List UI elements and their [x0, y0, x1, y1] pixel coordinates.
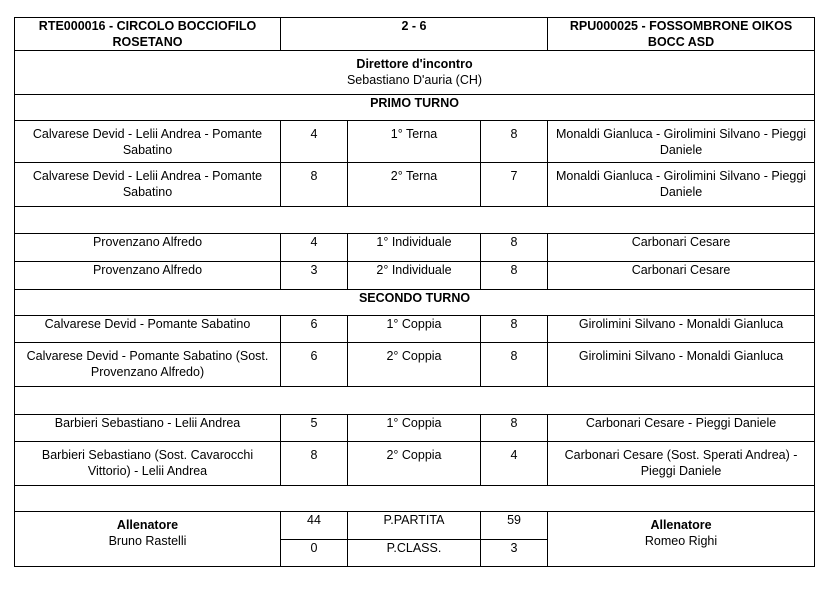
match-row [15, 316, 815, 343]
away-score: 7 [481, 163, 548, 207]
home-players: Provenzano Alfredo [15, 234, 281, 262]
spacer-row [15, 207, 815, 234]
home-score: 4 [281, 234, 348, 262]
spacer-row [15, 486, 815, 512]
game-type: 2° Terna [348, 163, 481, 207]
match-row [15, 343, 815, 387]
game-type: 2° Coppia [348, 442, 481, 486]
away-coach-cell [548, 512, 815, 567]
empty-cell [15, 486, 815, 512]
away-players: Monaldi Gianluca - Girolimini Silvano - Pieggi Daniele [548, 163, 815, 207]
match-row [15, 415, 815, 442]
match-row [15, 234, 815, 262]
game-type: 2° Individuale [348, 262, 481, 290]
home-coach-label: Allenatore [116, 518, 179, 532]
director-label: Direttore d'incontro [356, 57, 473, 71]
classifica-label: P.CLASS. [348, 540, 481, 567]
partita-label: P.PARTITA [348, 512, 481, 540]
game-type: 1° Coppia [348, 316, 481, 343]
away-players: Carbonari Cesare (Sost. Sperati Andrea) - Pieggi Daniele [548, 442, 815, 486]
away-score: 8 [481, 121, 548, 163]
away-players: Monaldi Gianluca - Girolimini Silvano - Pieggi Daniele [548, 121, 815, 163]
away-players: Girolimini Silvano - Monaldi Gianluca [548, 316, 815, 343]
home-score: 6 [281, 316, 348, 343]
home-coach-cell [15, 512, 281, 567]
game-type: 1° Individuale [348, 234, 481, 262]
home-coach-name: Bruno Rastelli [108, 534, 187, 548]
away-players: Carbonari Cesare - Pieggi Daniele [548, 415, 815, 442]
away-score: 4 [481, 442, 548, 486]
game-type: 1° Terna [348, 121, 481, 163]
match-report-table [14, 17, 815, 567]
home-score: 5 [281, 415, 348, 442]
away-score: 8 [481, 262, 548, 290]
away-score: 8 [481, 343, 548, 387]
spacer-row [15, 387, 815, 415]
empty-cell [15, 207, 815, 234]
away-players: Girolimini Silvano - Monaldi Gianluca [548, 343, 815, 387]
director-name: Sebastiano D'auria (CH) [346, 73, 483, 87]
away-players: Carbonari Cesare [548, 234, 815, 262]
home-players: Barbieri Sebastiano - Lelii Andrea [15, 415, 281, 442]
match-row [15, 442, 815, 486]
away-score: 8 [481, 234, 548, 262]
away-points-partita: 59 [481, 512, 548, 540]
summary-row-partita [15, 512, 815, 540]
home-players: Calvarese Devid - Lelii Andrea - Pomante Sabatino [15, 121, 281, 163]
away-score: 8 [481, 415, 548, 442]
home-points-partita: 44 [281, 512, 348, 540]
home-score: 4 [281, 121, 348, 163]
home-players: Calvarese Devid - Pomante Sabatino [15, 316, 281, 343]
home-score: 3 [281, 262, 348, 290]
away-score: 8 [481, 316, 548, 343]
home-score: 8 [281, 442, 348, 486]
home-points-classifica: 0 [281, 540, 348, 567]
home-team-name: RTE000016 - CIRCOLO BOCCIOFILO ROSETANO [15, 18, 281, 51]
game-type: 2° Coppia [348, 343, 481, 387]
director-cell [15, 51, 815, 95]
director-row [15, 51, 815, 95]
match-row [15, 262, 815, 290]
empty-cell [15, 387, 815, 415]
away-points-classifica: 3 [481, 540, 548, 567]
home-players: Barbieri Sebastiano (Sost. Cavarocchi Vittorio) - Lelii Andrea [15, 442, 281, 486]
away-coach-name: Romeo Righi [644, 534, 718, 548]
header-row [15, 18, 815, 51]
round-title-row [15, 290, 815, 316]
away-coach-label: Allenatore [650, 518, 712, 532]
match-row [15, 121, 815, 163]
home-players: Provenzano Alfredo [15, 262, 281, 290]
home-players: Calvarese Devid - Lelii Andrea - Pomante Sabatino [15, 163, 281, 207]
second-round-title: SECONDO TURNO [15, 290, 815, 316]
round-title-row [15, 95, 815, 121]
game-type: 1° Coppia [348, 415, 481, 442]
first-round-title: PRIMO TURNO [15, 95, 815, 121]
home-players: Calvarese Devid - Pomante Sabatino (Sost. Provenzano Alfredo) [15, 343, 281, 387]
home-score: 6 [281, 343, 348, 387]
away-team-name: RPU000025 - FOSSOMBRONE OIKOS BOCC ASD [548, 18, 815, 51]
final-score: 2 - 6 [281, 18, 548, 51]
away-players: Carbonari Cesare [548, 262, 815, 290]
match-row [15, 163, 815, 207]
home-score: 8 [281, 163, 348, 207]
